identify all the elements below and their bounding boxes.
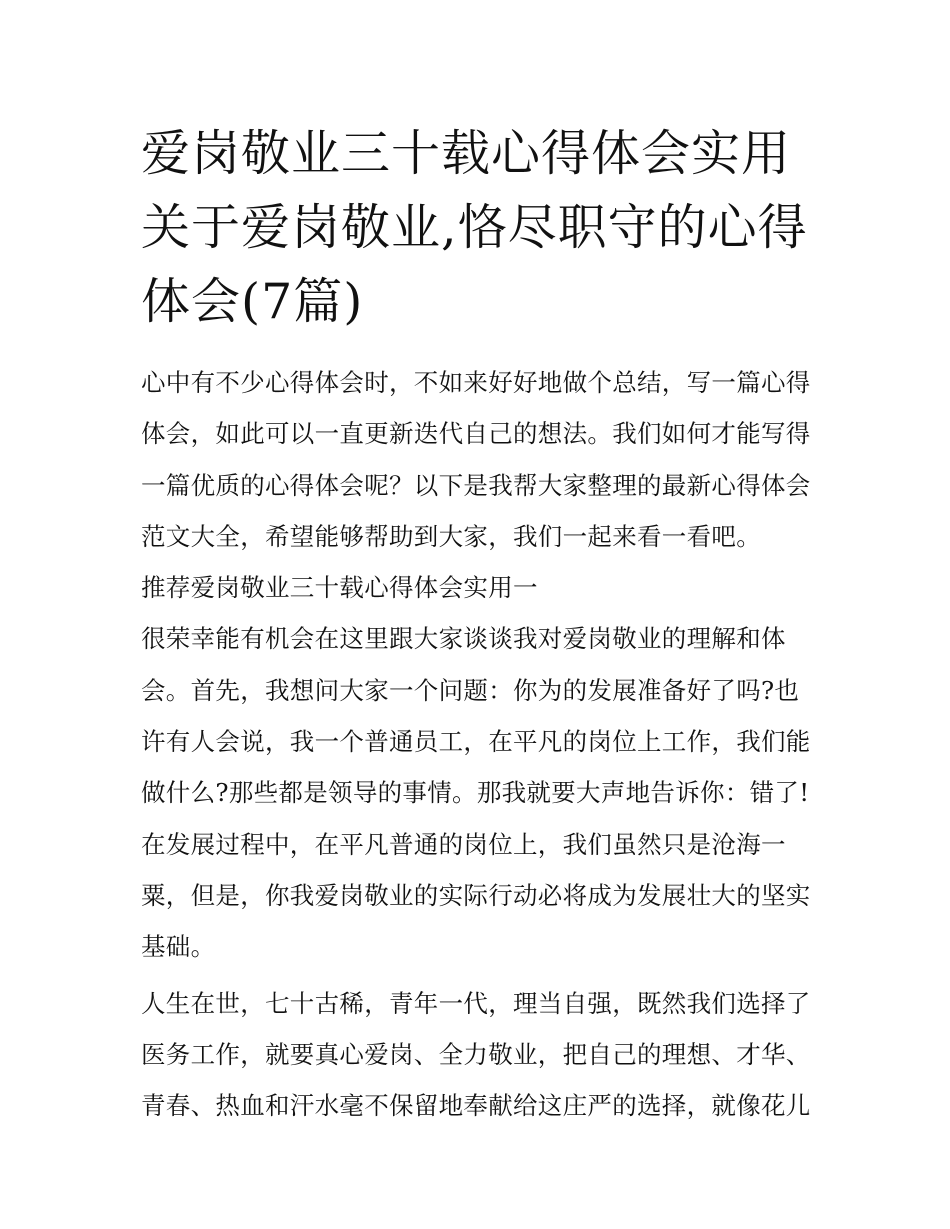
- intro-paragraph: [141, 357, 821, 562]
- title-line: 关于爱岗敬业,恪尽职守的心得: [141, 199, 808, 256]
- text-line: 人生在世，七十古稀，青年一代，理当自强，既然我们选择了: [141, 988, 811, 1018]
- text-line: 基础。: [141, 932, 216, 962]
- text-line: 一篇优质的心得体会呢？以下是我帮大家整理的最新心得体会: [141, 470, 811, 500]
- document-title: [141, 117, 821, 339]
- text-line: 心中有不少心得体会时，不如来好好地做个总结，写一篇心得: [141, 368, 811, 397]
- text-line: 做什么?那些都是领导的事情。那我就要大声地告诉你：错了!: [141, 778, 810, 808]
- text-line: 粟，但是，你我爱岗敬业的实际行动必将成为发展壮大的坚实: [141, 880, 811, 910]
- document-body: [141, 357, 821, 1131]
- body-paragraph-2: [141, 978, 821, 1132]
- text-line: 医务工作，就要真心爱岗、全力敬业，把自己的理想、才华、: [141, 1039, 811, 1069]
- text-line: 很荣幸能有机会在这里跟大家谈谈我对爱岗敬业的理解和体: [141, 624, 786, 654]
- section-heading: 推荐爱岗敬业三十载心得体会实用一: [141, 573, 538, 603]
- text-line: 体会，如此可以一直更新迭代自己的想法。我们如何才能写得: [141, 419, 811, 449]
- text-line: 许有人会说，我一个普通员工，在平凡的岗位上工作，我们能: [141, 727, 811, 757]
- text-line: 青春、热血和汗水毫不保留地奉献给这庄严的选择，就像花儿: [141, 1091, 811, 1121]
- text-line: 在发展过程中，在平凡普通的岗位上，我们虽然只是沧海一: [141, 829, 786, 859]
- body-paragraph-1: [141, 613, 821, 972]
- title-line: 体会(7篇): [141, 273, 364, 330]
- text-line: 范文大全，希望能够帮助到大家，我们一起来看一看吧。: [141, 521, 761, 551]
- text-line: 会。首先，我想问大家一个问题：你为的发展准备好了吗?也: [141, 675, 800, 705]
- title-line: 爱岗敬业三十载心得体会实用: [141, 125, 792, 182]
